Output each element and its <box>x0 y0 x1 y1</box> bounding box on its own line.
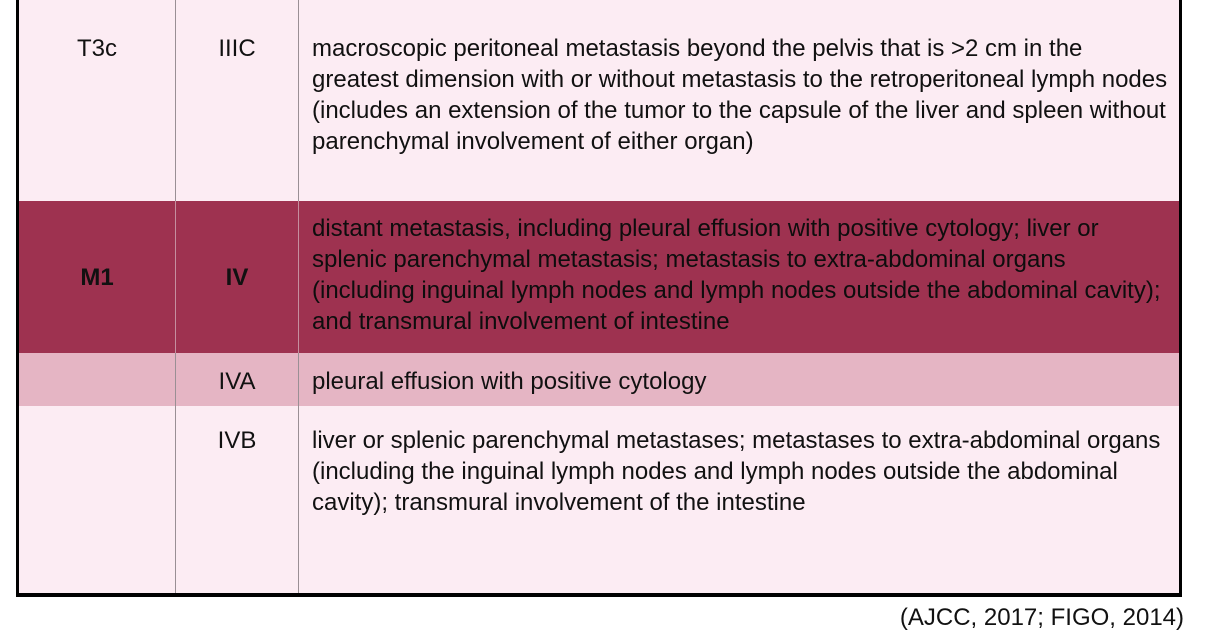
stage-cell: IVA <box>176 353 299 406</box>
description-cell: liver or splenic parenchymal metastases; metastases to extra-abdominal organs (including the inguinal lymph nodes and lymph nodes outside the abdominal cavity); transmural involvement of the intestine <box>312 427 1161 516</box>
stage-cell: IVB <box>176 406 299 597</box>
description-cell: macroscopic peritoneal metastasis beyond the pelvis that is >2 cm in the greatest dimension with or without metastasis to the retroperitoneal lymph nodes (includes an extension of the tumor to the capsule of the liver and spleen without parenchymal involvement of either organ) <box>312 35 1168 155</box>
stage-cell: IIIC <box>176 0 299 201</box>
stage-cell: IV <box>176 201 299 353</box>
t-category-cell: M1 <box>19 201 176 353</box>
table-row-ivb <box>19 406 1179 597</box>
description-cell: pleural effusion with positive cytology <box>312 368 707 395</box>
table-row-iva <box>19 353 1179 407</box>
table-row-t3c <box>19 0 1179 202</box>
t-category-cell <box>19 406 176 597</box>
t-category-cell: T3c <box>19 0 176 201</box>
t-category-cell <box>19 353 176 406</box>
staging-table <box>16 0 1182 597</box>
description-cell: distant metastasis, including pleural effusion with positive cytology; liver or splenic parenchymal metastasis; metastasis to extra-abdominal organs (including inguinal lymph nodes and lymph nodes outside the abdominal cavity); and transmural involvement of intestine <box>312 215 1161 335</box>
table-row-m1 <box>19 201 1179 354</box>
source-citation: (AJCC, 2017; FIGO, 2014) <box>899 604 1184 631</box>
